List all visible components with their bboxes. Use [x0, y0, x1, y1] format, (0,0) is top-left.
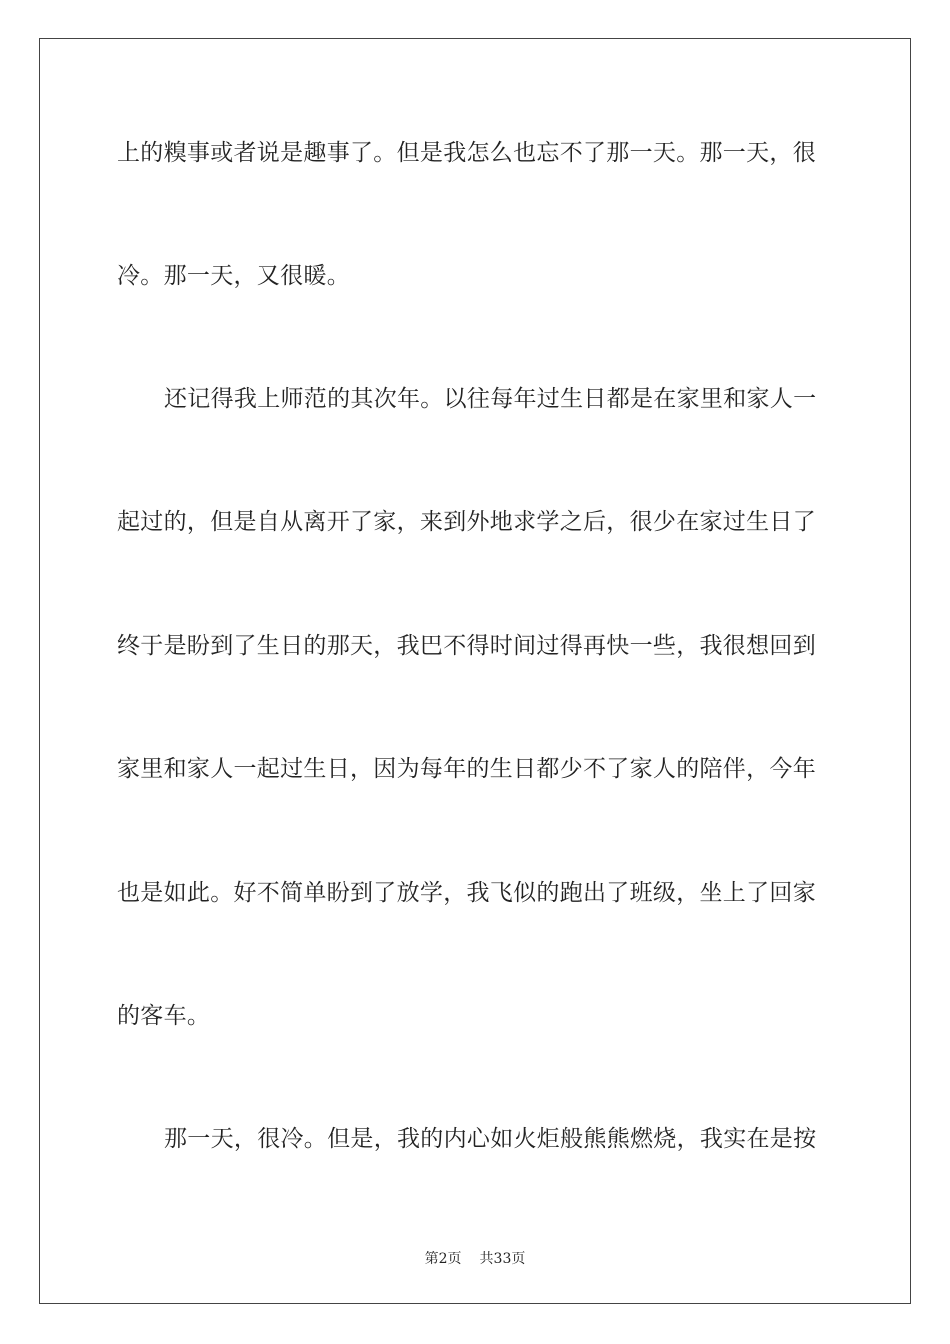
page-border	[39, 38, 911, 1304]
text-line: 起过的，但是自从离开了家，来到外地求学之后，很少在家过生日了	[117, 509, 816, 535]
text-line: 冷。那一天，又很暖。	[117, 263, 350, 289]
page-total: 共33页	[479, 1251, 526, 1267]
text-line: 终于是盼到了生日的那天，我巴不得时间过得再快一些，我很想回到	[117, 633, 816, 659]
paragraph-first-line: 那一天，很冷。但是，我的内心如火炬般熊熊燃烧，我实在是按	[164, 1126, 817, 1152]
paragraph-first-line: 还记得我上师范的其次年。以往每年过生日都是在家里和家人一	[164, 386, 817, 412]
text-line: 也是如此。好不简单盼到了放学，我飞似的跑出了班级，坐上了回家	[117, 880, 816, 906]
text-line: 的客车。	[117, 1003, 211, 1029]
page-number: 第2页	[424, 1251, 462, 1267]
text-line: 家里和家人一起过生日，因为每年的生日都少不了家人的陪伴，今年	[117, 756, 816, 782]
text-line: 上的糗事或者说是趣事了。但是我怎么也忘不了那一天。那一天，很	[117, 140, 816, 166]
page-footer	[0, 1248, 950, 1268]
